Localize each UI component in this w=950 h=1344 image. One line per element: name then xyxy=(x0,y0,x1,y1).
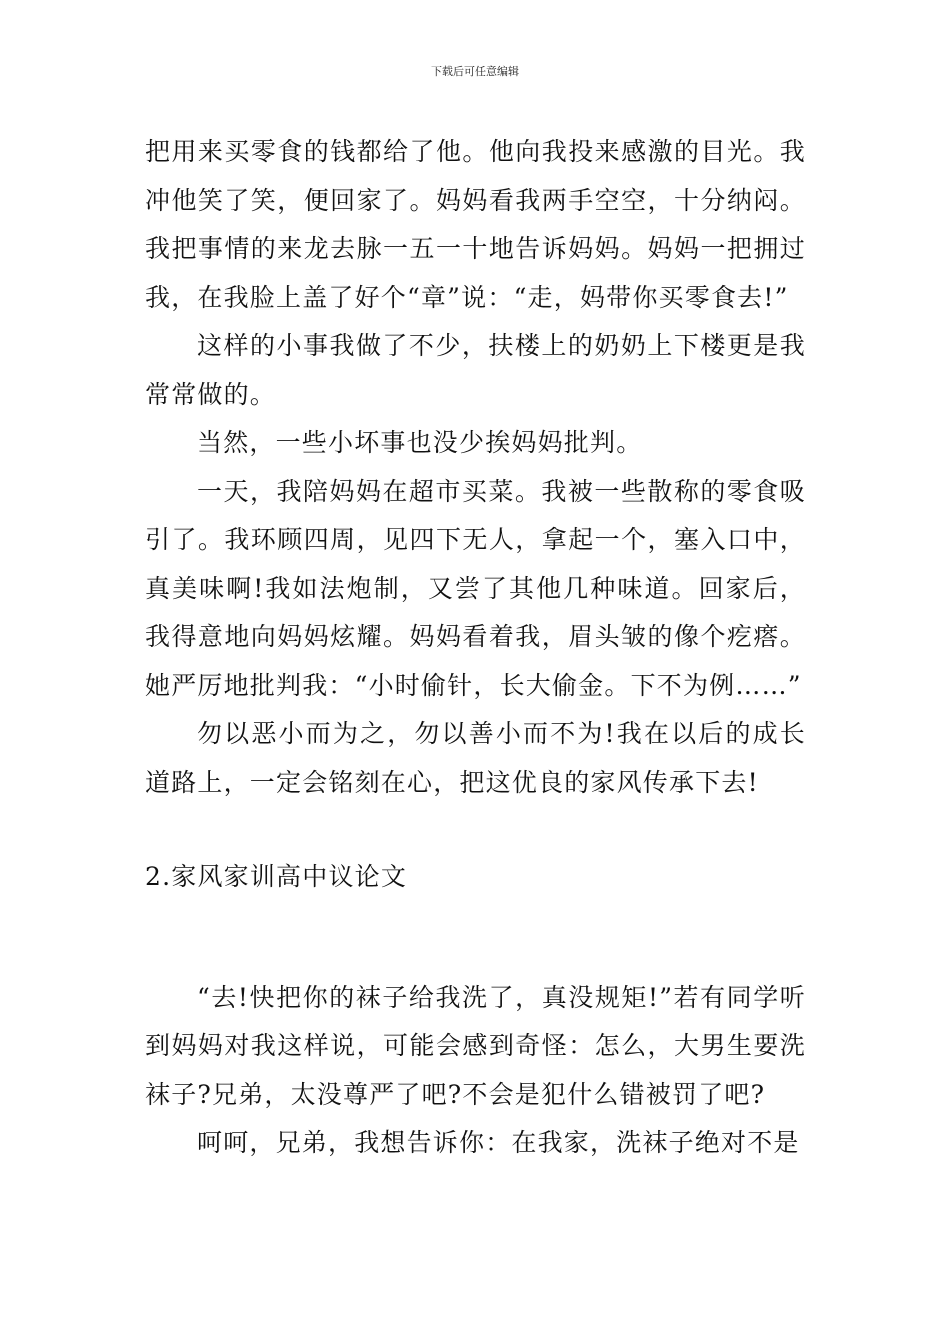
paragraph: 勿以恶小而为之，勿以善小而不为!我在以后的成长道路上，一定会铭刻在心，把这优良的家风传承下去! xyxy=(145,719,806,797)
section-heading: 2.家风家训高中议论文 xyxy=(145,862,408,891)
page-header-note: 下载后可任意编辑 xyxy=(431,65,519,78)
paragraph: 一天，我陪妈妈在超市买菜。我被一些散称的零食吸引了。我环顾四周，见四下无人，拿起一个，塞入口中，真美味啊!我如法炮制，又尝了其他几种味道。回家后，我得意地向妈妈炫耀。妈妈看着我，眉头皱的像个疙瘩。她严厉地批判我：“小时偷针，长大偷金。下不为例……” xyxy=(145,476,806,700)
paragraph: 当然，一些小坏事也没少挨妈妈批判。 xyxy=(197,428,643,457)
paragraph: “去!快把你的袜子给我洗了，真没规矩!”若有同学听到妈妈对我这样说，可能会感到奇怪：怎么，大男生要洗袜子?兄弟，太没尊严了吧?不会是犯什么错被罚了吧? xyxy=(145,982,806,1109)
paragraph: 呵呵，兄弟，我想告诉你：在我家，洗袜子绝对不是 xyxy=(197,1128,800,1157)
document-body xyxy=(145,128,806,1168)
paragraph: 这样的小事我做了不少，扶楼上的奶奶上下楼更是我常常做的。 xyxy=(145,331,806,409)
paragraph-continued: 把用来买零食的钱都给了他。他向我投来感激的目光。我冲他笑了笑，便回家了。妈妈看我两手空空，十分纳闷。我把事情的来龙去脉一五一十地告诉妈妈。妈妈一把拥过我，在我脸上盖了好个“章”说：“走，妈带你买零食去!” xyxy=(145,137,806,312)
